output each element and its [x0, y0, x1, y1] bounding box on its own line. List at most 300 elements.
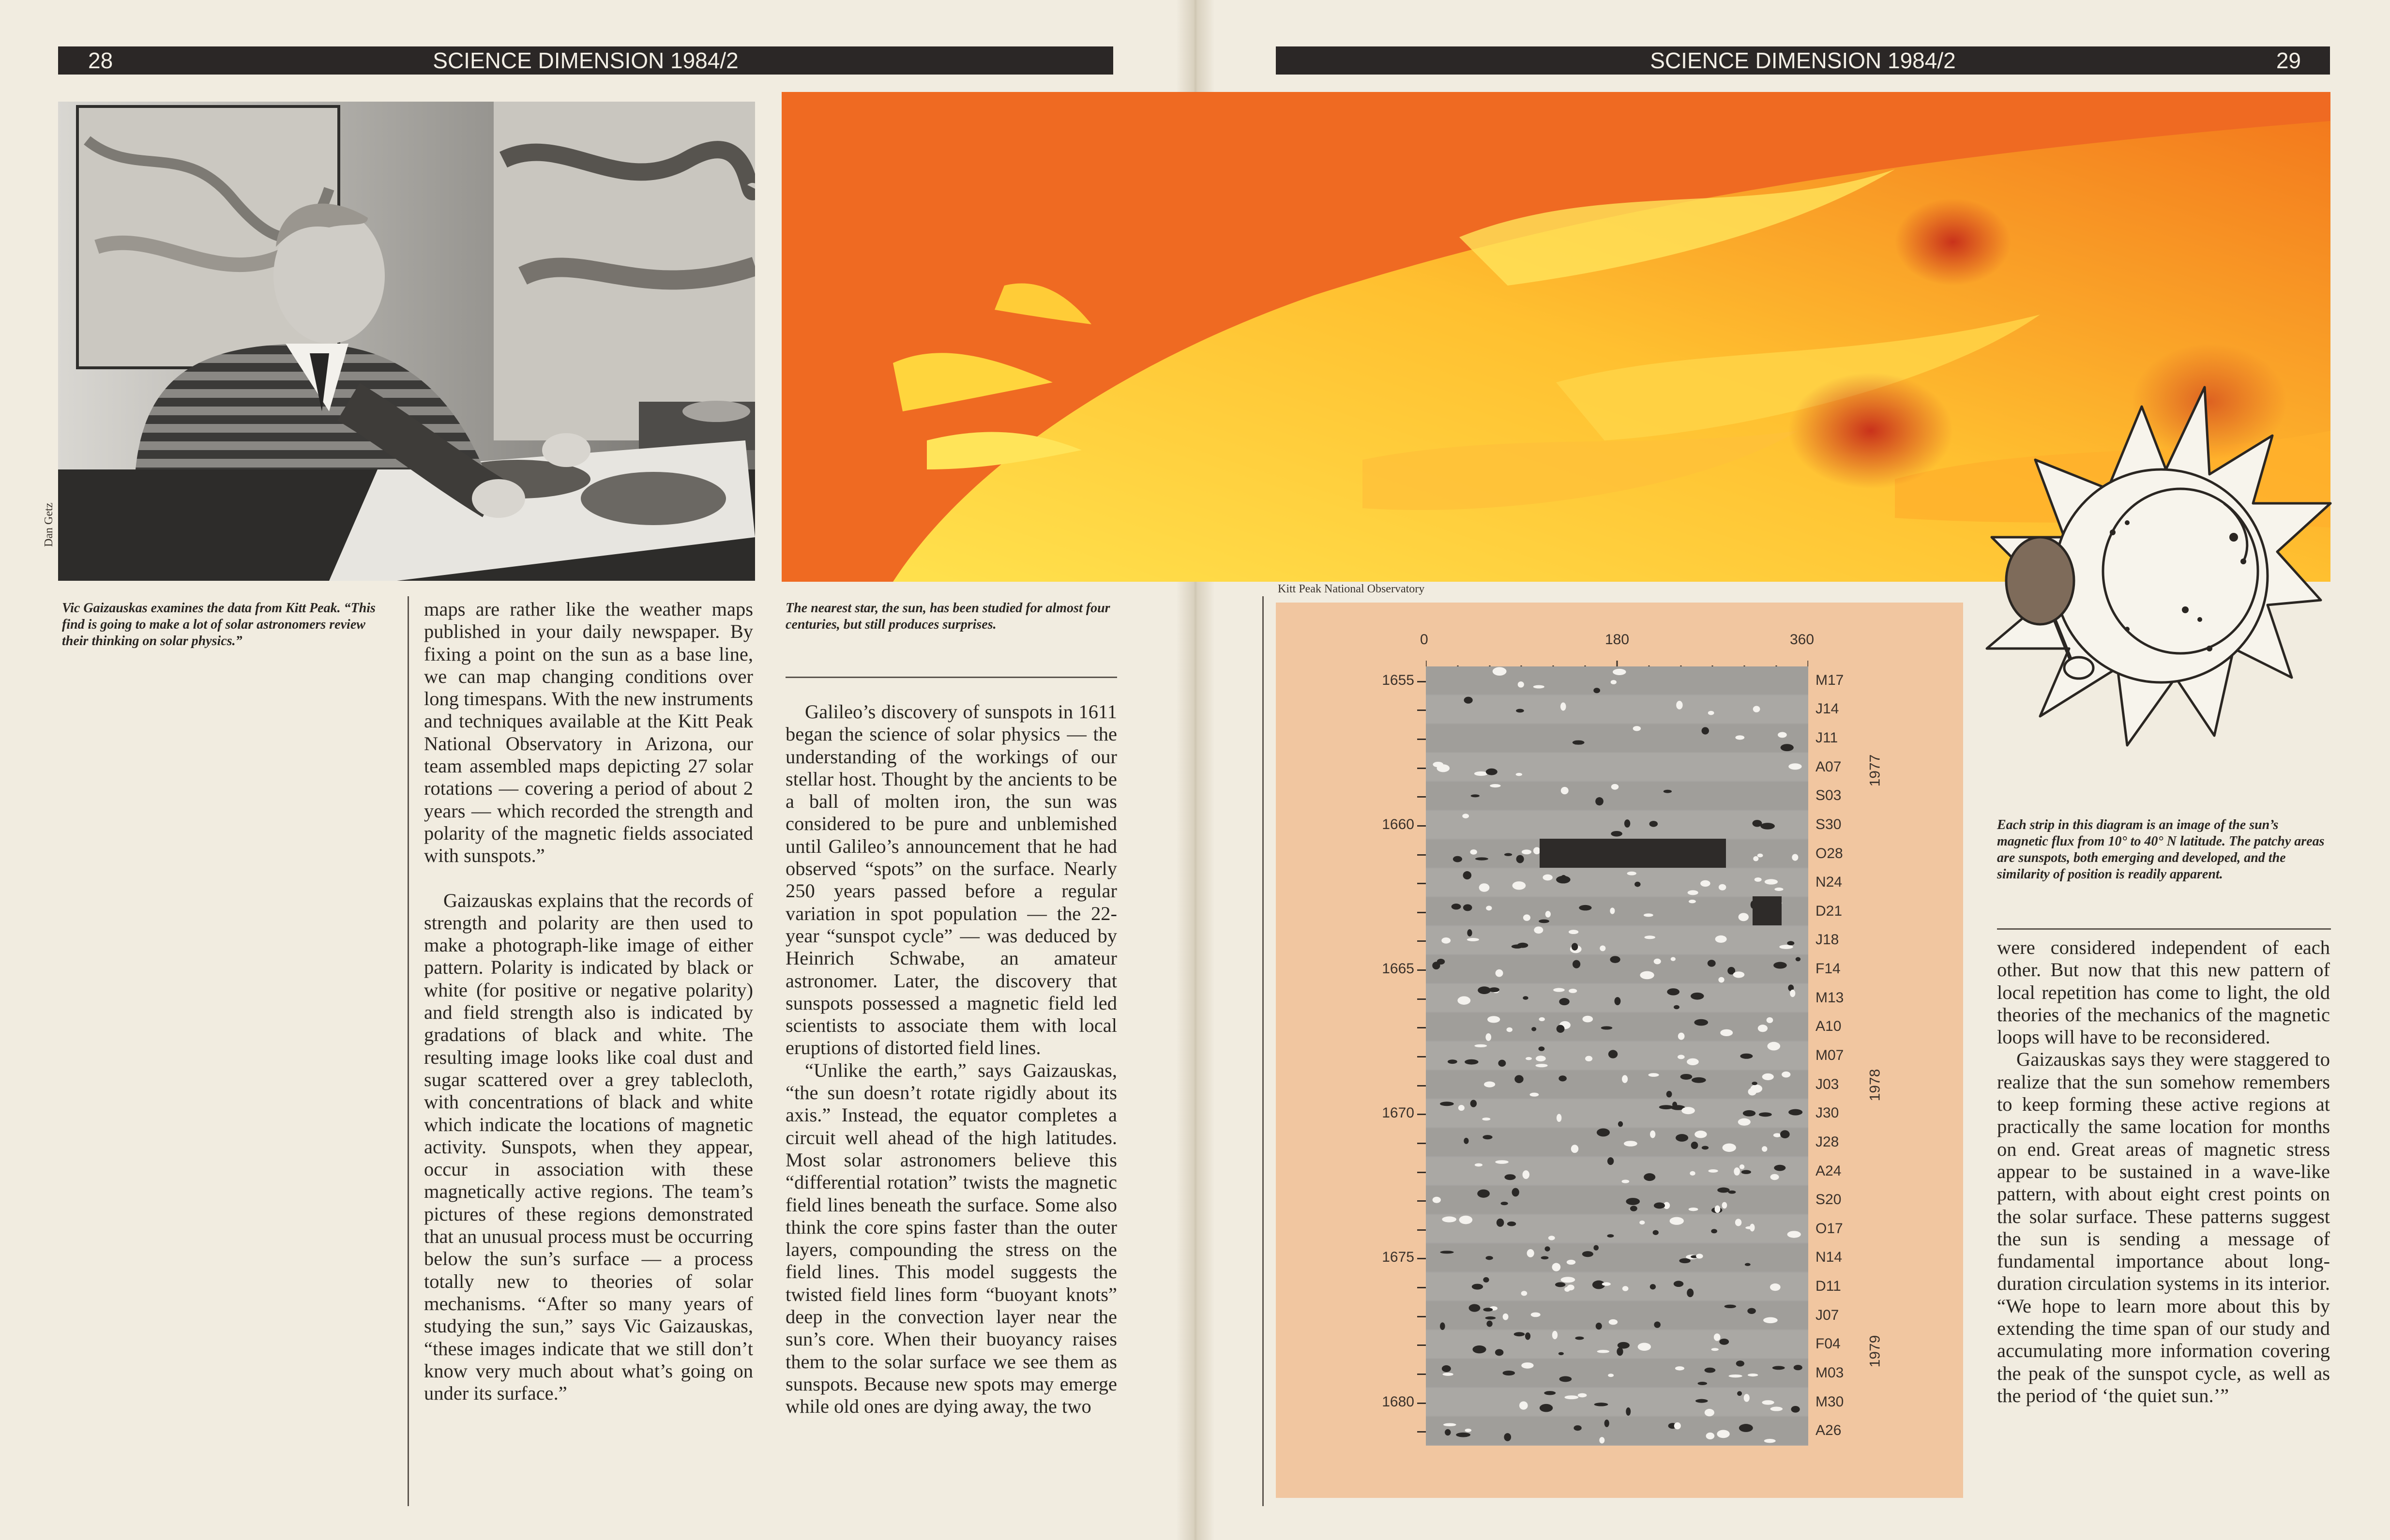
- flux-strip: [1426, 1388, 1808, 1416]
- flux-patch: [1689, 900, 1696, 903]
- flux-patch: [1464, 697, 1473, 704]
- flux-patch: [1728, 1191, 1736, 1194]
- flux-patch: [1519, 1402, 1528, 1410]
- flux-patch: [1470, 1100, 1477, 1107]
- flux-patch: [1513, 881, 1526, 890]
- flux-patch: [1448, 1059, 1457, 1064]
- rotation-tick: [1417, 1344, 1426, 1346]
- flux-patch: [1674, 1281, 1683, 1287]
- date-label: F04: [1815, 1336, 1841, 1352]
- flux-patch: [1639, 1221, 1645, 1224]
- flux-patch: [1471, 794, 1480, 797]
- date-label: D21: [1815, 903, 1843, 919]
- flux-patch: [1748, 1088, 1757, 1095]
- rotation-tick: [1417, 1287, 1426, 1288]
- rotation-tick: [1417, 1085, 1426, 1087]
- rotation-tick: [1417, 1056, 1426, 1057]
- flux-patch: [1573, 960, 1580, 968]
- date-label: S03: [1815, 787, 1842, 804]
- flux-patch: [1490, 784, 1500, 787]
- flux-patch: [1772, 1366, 1785, 1370]
- rotation-tick: [1417, 1143, 1426, 1144]
- flux-patch: [1654, 959, 1661, 965]
- flux-patch: [1495, 1349, 1503, 1356]
- flux-patch: [1704, 1368, 1715, 1373]
- flux-patch: [1504, 1174, 1515, 1180]
- flux-patch: [1604, 1419, 1609, 1427]
- rotation-label: 1675: [1382, 1249, 1414, 1266]
- flux-patch: [1483, 1277, 1489, 1283]
- flux-patch: [1705, 1409, 1714, 1416]
- date-label: S30: [1815, 816, 1842, 832]
- flux-patch: [1503, 1314, 1509, 1320]
- caption-rule-left: [786, 677, 1117, 678]
- date-label: J28: [1815, 1133, 1839, 1150]
- flux-patch: [1744, 1394, 1750, 1402]
- flux-patch: [1671, 957, 1676, 961]
- flux-patch: [1557, 1114, 1561, 1122]
- date-label: J03: [1815, 1076, 1839, 1092]
- data-gap-block: [1540, 839, 1726, 868]
- magnetic-flux-diagram: [1276, 603, 1963, 1498]
- date-label: A24: [1815, 1163, 1842, 1179]
- flux-patch: [1485, 1316, 1496, 1319]
- data-gap-block: [1753, 896, 1782, 925]
- rotation-tick: [1417, 768, 1426, 769]
- flux-patch: [1485, 1033, 1491, 1041]
- flux-patch: [1597, 1350, 1610, 1353]
- flux-patch: [1555, 1282, 1565, 1287]
- rotation-axis: [1373, 666, 1426, 1446]
- paragraph: maps are rather like the weather maps published in your daily newspaper. By fixing a point on the sun as a base line, we can map changing conditions over long timespans. With the new instruments and techniques available at the Kitt Peak National Observatory in Arizona, our team assembled maps depicting 27 solar rotations — covering a period of about 2 years — which recorded the strength and polarity of the magnetic fields associated with sunspots.”: [424, 598, 753, 867]
- flux-patch: [1757, 854, 1763, 858]
- flux-patch: [1745, 1226, 1754, 1229]
- article-column-right: [1997, 936, 2330, 1407]
- flux-patch: [1764, 1439, 1776, 1443]
- flux-patch: [1607, 1157, 1614, 1165]
- flux-patch: [1433, 1197, 1441, 1203]
- flux-patch: [1792, 854, 1798, 861]
- paragraph: Galileo’s discovery of sunspots in 1611 began the science of solar physics — the understanding of the workings of our stellar host. Thought by the ancients to be a ball of molten iron, the sun was considered to be pure and unblemished until Galileo’s announcement that he had observed “spots” on the surface. Nearly 250 years passed before a regular variation in spot population — the 22-year “sunspot cycle” — was deduced by Heinrich Schwabe, an amateur astronomer. Later, the discovery that sunspots possessed a magnetic field led scientists to associate them with local eruptions of distorted field lines.: [786, 701, 1117, 1059]
- flux-strip: [1426, 1272, 1808, 1300]
- flux-patch: [1626, 1198, 1640, 1205]
- rotation-tick: [1417, 1200, 1426, 1202]
- flux-patch: [1787, 1231, 1801, 1238]
- flux-strip: [1426, 1244, 1808, 1272]
- flux-patch: [1445, 1429, 1451, 1435]
- flux-patch: [1462, 814, 1469, 818]
- flux-patch: [1526, 1057, 1532, 1060]
- flux-patch: [1544, 1391, 1556, 1395]
- flux-patch: [1557, 1025, 1565, 1033]
- date-label: D11: [1815, 1278, 1841, 1295]
- axis-label-180: 180: [1605, 632, 1630, 648]
- rotation-label: 1670: [1382, 1105, 1414, 1121]
- flux-patch: [1569, 930, 1578, 934]
- rotation-tick: [1417, 883, 1426, 884]
- flux-patch: [1522, 849, 1531, 854]
- flux-patch: [1442, 1365, 1451, 1372]
- flux-patch: [1624, 819, 1630, 828]
- photo-credit-left: Dan Getz: [43, 502, 55, 547]
- flux-patch: [1502, 1371, 1515, 1375]
- rotation-tick: [1417, 1258, 1426, 1259]
- flux-patch: [1465, 1059, 1478, 1065]
- cartoon-sun-illustration: [1982, 377, 2335, 794]
- flux-patch: [1739, 1424, 1753, 1432]
- rotation-tick: [1417, 796, 1426, 798]
- flux-patch: [1523, 914, 1530, 921]
- flux-patch: [1649, 821, 1658, 827]
- page-number-right: 29: [2276, 48, 2301, 73]
- flux-patch: [1613, 669, 1626, 675]
- flux-patch: [1667, 988, 1679, 996]
- flux-patch: [1458, 1105, 1465, 1111]
- flux-patch: [1540, 1404, 1553, 1412]
- flux-patch: [1715, 1206, 1721, 1213]
- flux-patch: [1573, 1425, 1581, 1431]
- flux-patch: [1611, 831, 1622, 837]
- flux-patch: [1618, 1121, 1623, 1127]
- flux-patch: [1650, 1131, 1655, 1138]
- flux-patch: [1539, 920, 1549, 923]
- flux-patch: [1548, 1236, 1555, 1240]
- flux-patch: [1470, 849, 1477, 855]
- flux-patch: [1474, 771, 1488, 776]
- right-running-head: [1276, 46, 2330, 75]
- flux-strip: [1426, 1301, 1808, 1329]
- flux-patch: [1504, 853, 1512, 856]
- flux-patch: [1432, 962, 1440, 969]
- flux-patch: [1640, 971, 1654, 980]
- flux-patch: [1674, 1005, 1679, 1010]
- flux-patch: [1734, 1167, 1740, 1176]
- flux-patch: [1773, 962, 1787, 969]
- flux-patch: [1624, 1141, 1637, 1147]
- flux-patch: [1689, 1208, 1698, 1211]
- flux-patch: [1543, 875, 1552, 881]
- date-label: S20: [1815, 1192, 1842, 1208]
- flux-patch: [1521, 1291, 1528, 1296]
- flux-patch: [1496, 969, 1503, 977]
- flux-patch: [1753, 706, 1760, 712]
- flux-patch: [1654, 1203, 1665, 1209]
- flux-patch: [1485, 1256, 1493, 1260]
- date-label: M30: [1815, 1393, 1844, 1410]
- flux-patch: [1778, 732, 1787, 738]
- flux-patch: [1600, 945, 1605, 951]
- flux-patch: [1525, 1332, 1530, 1340]
- flux-patch: [1644, 1173, 1655, 1181]
- flux-patch: [1514, 1332, 1525, 1336]
- flux-patch: [1516, 709, 1524, 713]
- flux-patch: [1443, 1373, 1453, 1376]
- flux-patch: [1486, 1321, 1492, 1327]
- flux-patch: [1770, 1283, 1781, 1291]
- flux-patch: [1654, 1321, 1661, 1328]
- year-label-1977: 1977: [1867, 754, 1883, 787]
- flux-patch: [1627, 872, 1636, 876]
- flux-patch: [1706, 1433, 1715, 1439]
- flux-patch: [1463, 871, 1472, 879]
- flux-patch: [1717, 1430, 1729, 1438]
- flux-patch: [1560, 702, 1566, 710]
- flux-patch: [1523, 1170, 1529, 1179]
- flux-patch: [1622, 1075, 1628, 1083]
- rotation-label: 1665: [1382, 961, 1414, 977]
- flux-patch: [1717, 1188, 1729, 1193]
- flux-patch: [1762, 1400, 1774, 1405]
- flux-patch: [1728, 1374, 1742, 1377]
- magazine-title-right: SCIENCE DIMENSION 1984/2: [1650, 48, 1956, 73]
- flux-patch: [1456, 1433, 1470, 1437]
- flux-patch: [1539, 1046, 1545, 1051]
- flux-patch: [1533, 685, 1544, 689]
- flux-patch: [1495, 1160, 1509, 1164]
- flux-patch: [1740, 1054, 1753, 1059]
- flux-patch: [1516, 773, 1522, 776]
- flux-patch: [1678, 1033, 1685, 1040]
- flux-patch: [1493, 667, 1507, 676]
- date-label: A26: [1815, 1422, 1842, 1439]
- paragraph: were considered independent of each other. But now that this new pattern of local repetition has come to light, the old theories of the mechanics of the magnetic loops will have to be reconsidered.: [1997, 936, 2330, 1048]
- flux-patch: [1770, 1407, 1783, 1411]
- flux-patch: [1755, 877, 1762, 882]
- flux-patch: [1497, 1219, 1504, 1227]
- flux-patch: [1796, 957, 1800, 962]
- flux-patch: [1472, 1345, 1486, 1353]
- flux-patch: [1507, 1222, 1516, 1226]
- flux-patch: [1437, 764, 1450, 772]
- flux-patch: [1484, 1082, 1495, 1087]
- sun-photo-caption: The nearest star, the sun, has been studied for almost four centuries, but still produces surprises.: [786, 601, 1110, 632]
- flux-patch: [1745, 1263, 1751, 1266]
- flux-patch: [1691, 993, 1704, 1000]
- flux-patch: [1724, 1305, 1736, 1308]
- flux-patch: [1601, 1026, 1613, 1029]
- rotation-tick: [1417, 739, 1426, 740]
- flux-patch: [1534, 926, 1543, 934]
- flux-patch: [1501, 1202, 1508, 1205]
- flux-patch: [1465, 1429, 1472, 1432]
- magazine-title-left: SCIENCE DIMENSION 1984/2: [433, 48, 739, 73]
- flux-patch: [1595, 797, 1603, 805]
- flux-patch: [1602, 1282, 1611, 1285]
- date-label: O17: [1815, 1220, 1843, 1237]
- flux-patch: [1782, 1072, 1790, 1078]
- flux-patch: [1648, 1073, 1659, 1077]
- flux-patch: [1630, 1206, 1637, 1211]
- rotation-tick: [1417, 1374, 1426, 1375]
- right-page-left-rule: [1262, 596, 1264, 1506]
- flux-patch: [1653, 1230, 1659, 1235]
- flux-patch: [1559, 1376, 1572, 1382]
- page-number-left: 28: [88, 48, 113, 73]
- flux-patch: [1788, 1109, 1802, 1116]
- flux-patch: [1527, 1249, 1534, 1257]
- paragraph: Gaizauskas explains that the records of strength and polarity are then used to make a photograph-like image of either pattern. Polarity is indicated by black or white (for positive or negative polarity) and field strength also is indicated by gradations of black and white. The resulting image looks like coal dust and sugar scattered over a grey tablecloth, with concentrations of black and white which indicate the locations of magnetic activity. Sunspots, when they appear, occur in association with these magnetically active regions. The team’s pictures of these regions demonstrated that an unusual process must be occurring below the sun’s surface — a process totally new to theories of solar mechanisms. “After so many years of studying the sun,” says Vic Gaizauskas, “these images indicate that we still don’t know very much about what’s going on under its surface.”: [424, 889, 753, 1404]
- left-running-head: [58, 46, 1113, 75]
- flux-patch: [1626, 1407, 1631, 1416]
- flux-patch: [1781, 744, 1794, 751]
- flux-patch: [1579, 905, 1591, 911]
- flux-patch: [1575, 1336, 1584, 1340]
- article-column-2: [424, 598, 753, 1404]
- date-axis: [1811, 666, 1864, 1446]
- flux-patch: [1708, 960, 1716, 966]
- article-column-3: [786, 701, 1117, 1418]
- rotation-tick: [1417, 912, 1426, 913]
- flux-patch: [1498, 1060, 1506, 1067]
- flux-patch: [1610, 907, 1615, 914]
- flux-patch: [1516, 855, 1524, 863]
- flux-patch: [1531, 1027, 1536, 1031]
- flux-patch: [1567, 1284, 1574, 1290]
- flux-patch: [1694, 1131, 1707, 1138]
- flux-patch: [1762, 1073, 1774, 1080]
- flux-patch: [1711, 1348, 1719, 1351]
- flux-patch: [1720, 1029, 1733, 1036]
- astronomer-photo-caption: Vic Gaizauskas examines the data from Kitt Peak. “This find is going to make a lot of solar astronomers review their thinking on solar physics.”: [62, 601, 376, 649]
- flux-patch: [1536, 1056, 1546, 1061]
- flux-strip: [1426, 753, 1808, 781]
- flux-patch: [1593, 1245, 1599, 1251]
- flux-patch: [1545, 1246, 1550, 1251]
- flux-patch: [1773, 1133, 1781, 1137]
- paragraph: “Unlike the earth,” says Gaizauskas, “the sun doesn’t rotate rigidly about its axis.” Instead, the equator completes a circuit well ahead of the high latitudes. Most solar astronomers believe this “differential rotation” twists the magnetic field lines beneath the surface. Some also think the core spins faster than the outer layers, compounding the stress on the field lines. This model suggests the twisted field lines form “buoyant knots” deep in the convection layer near the sun’s core. When their buoyancy raises them to the solar surface we see them as sunspots. Because new spots may emerge while old ones are dying away, the two: [786, 1059, 1117, 1418]
- caption-rule-right: [1997, 928, 2331, 930]
- flux-patch: [1553, 988, 1565, 992]
- flux-patch: [1474, 1044, 1487, 1047]
- photo-credit-right: Kitt Peak National Observatory: [1278, 583, 1425, 595]
- date-label: J07: [1815, 1307, 1839, 1323]
- date-label: M13: [1815, 989, 1844, 1006]
- flux-patch: [1463, 904, 1472, 911]
- date-label: O28: [1815, 845, 1843, 861]
- flux-patch: [1680, 1074, 1693, 1080]
- flux-patch: [1794, 1365, 1802, 1370]
- flux-patch: [1670, 1217, 1684, 1225]
- flux-patch: [1453, 856, 1462, 862]
- flux-strip: [1426, 1157, 1808, 1185]
- date-label: J30: [1815, 1105, 1839, 1121]
- date-label: N14: [1815, 1249, 1843, 1266]
- flux-patch: [1482, 1117, 1490, 1120]
- flux-patch: [1740, 1164, 1744, 1169]
- flux-patch: [1765, 879, 1778, 884]
- flux-patch: [1507, 1027, 1513, 1032]
- flux-patch: [1687, 1289, 1694, 1298]
- flux-patch: [1702, 727, 1709, 734]
- flux-patch: [1767, 1017, 1773, 1023]
- flux-patch: [1614, 997, 1620, 1005]
- rotation-label: 1655: [1382, 672, 1414, 688]
- flux-patch: [1457, 996, 1470, 1005]
- flux-patch: [1609, 1319, 1618, 1325]
- flux-patch: [1762, 1146, 1767, 1152]
- flux-patch: [1760, 823, 1775, 830]
- flux-patch: [1459, 1216, 1473, 1224]
- flux-patch: [1688, 890, 1698, 895]
- flux-patch: [1735, 1219, 1741, 1226]
- rotation-tick: [1417, 1403, 1426, 1404]
- flux-patch: [1622, 1179, 1630, 1183]
- flux-patch: [1722, 1202, 1727, 1209]
- flux-patch: [1523, 996, 1528, 1000]
- flux-strip: [1426, 868, 1808, 896]
- flux-patch: [1585, 1056, 1592, 1061]
- flux-strip: [1426, 1330, 1808, 1358]
- year-label-1978: 1978: [1867, 1069, 1883, 1102]
- flux-patch: [1440, 1322, 1445, 1330]
- flux-patch: [1739, 913, 1749, 921]
- flux-patch: [1790, 990, 1795, 997]
- flux-patch: [1695, 1399, 1708, 1403]
- flux-patch: [1622, 1286, 1629, 1291]
- flux-patch: [1478, 986, 1491, 994]
- flux-patch: [1675, 1366, 1684, 1370]
- flux-patch: [1698, 1382, 1708, 1385]
- paragraph: Gaizauskas says they were staggered to realize that the sun somehow remembers to keep forming these active regions at practically the same location for months on end. Great areas of magnetic stress appear to be sustained in a wave-like pattern, with about eight crest points on the solar surface. These patterns suggest the sun is sending a message of fundamental importance about long-duration circulation systems in its interior. “We hope to learn more about this by extending the time span of our study and accumulating more information covering the peak of the sunspot cycle, as well as the period of ‘the quiet sun.’”: [1997, 1048, 2330, 1406]
- date-label: M07: [1815, 1047, 1844, 1063]
- flux-patch: [1747, 1308, 1756, 1314]
- flux-patch: [1780, 1130, 1790, 1138]
- flux-patch: [1666, 1091, 1672, 1098]
- flux-patch: [1779, 945, 1793, 949]
- date-label: J14: [1815, 701, 1839, 717]
- flux-patch: [1719, 1339, 1729, 1345]
- flux-patch: [1608, 1050, 1618, 1058]
- axis-label-0: 0: [1420, 632, 1428, 648]
- flux-patch: [1578, 1393, 1587, 1398]
- flux-patch: [1681, 1107, 1695, 1114]
- flux-patch: [1743, 1110, 1755, 1117]
- flux-patch: [1596, 1323, 1602, 1329]
- flux-patch: [1770, 1174, 1779, 1180]
- rotation-label: 1680: [1382, 1393, 1414, 1410]
- rotation-label: 1660: [1382, 816, 1414, 832]
- flux-patch: [1539, 1017, 1545, 1021]
- rotation-tick: [1417, 710, 1426, 711]
- rotation-tick: [1417, 1316, 1426, 1317]
- flux-patch: [1774, 888, 1783, 891]
- flux-patch: [1774, 1165, 1785, 1171]
- flux-patch: [1552, 1263, 1561, 1271]
- flux-patch: [1593, 688, 1600, 693]
- flux-patch: [1442, 1216, 1456, 1222]
- flux-strip: [1426, 695, 1808, 724]
- flux-patch: [1737, 1391, 1742, 1396]
- flux-patch: [1736, 1360, 1744, 1366]
- flux-patch: [1679, 1258, 1690, 1263]
- flux-patch: [1759, 1112, 1772, 1117]
- flux-patch: [1599, 1437, 1604, 1443]
- flux-patch: [1514, 1075, 1524, 1083]
- flux-patch: [1748, 1374, 1758, 1376]
- flux-patch: [1644, 936, 1655, 939]
- flux-patch: [1440, 1102, 1454, 1106]
- date-label: J18: [1815, 932, 1839, 948]
- flux-patch: [1486, 769, 1498, 775]
- flux-patch: [1741, 1170, 1751, 1174]
- flux-patch: [1678, 1055, 1685, 1059]
- flux-patch: [1512, 1188, 1519, 1197]
- flux-patch: [1676, 1134, 1688, 1142]
- flux-patch: [1572, 943, 1578, 951]
- flux-patch: [1517, 943, 1528, 948]
- flux-patch: [1552, 1331, 1558, 1339]
- flux-patch: [1529, 1093, 1539, 1097]
